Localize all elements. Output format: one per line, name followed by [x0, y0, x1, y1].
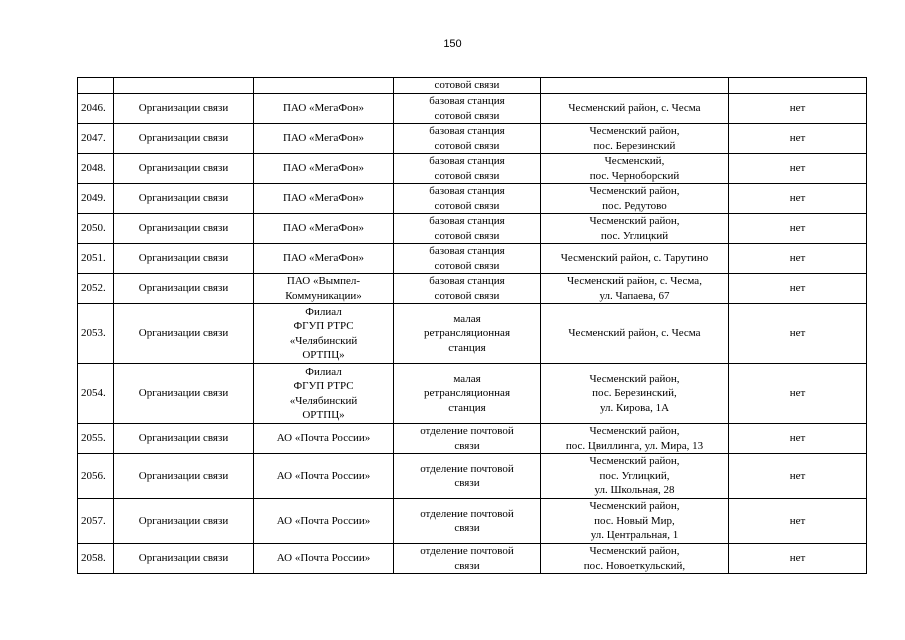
cell-category: Организации связи [114, 499, 254, 544]
table-row [78, 499, 867, 544]
cell-line: ФГУП РТРС [293, 380, 354, 392]
cell-line: пос. Углицкий [600, 229, 669, 242]
cell-organization [254, 544, 394, 574]
cell-line: Чесменский район, [589, 185, 680, 197]
table-row [78, 94, 867, 124]
cell-line: пос. Редутово [602, 199, 667, 212]
cell-line: Чесменский район, с. Чесма [568, 102, 701, 115]
cell-category: Организации связи [114, 154, 254, 184]
cell-line: ПАО «МегаФон» [282, 102, 365, 115]
cell-object-type [394, 154, 541, 184]
cell-number: 2049. [78, 184, 114, 214]
cell-line: сотовой связи [434, 289, 500, 302]
cell-line: базовая станция [429, 185, 505, 197]
cell-category: Организации связи [114, 184, 254, 214]
table-row [78, 244, 867, 274]
page-number: 150 [443, 38, 462, 50]
cell-line: сотовой связи [434, 79, 500, 92]
cell-organization [254, 124, 394, 154]
cell-organization [254, 304, 394, 364]
cell-object-type [394, 94, 541, 124]
cell-line: сотовой связи [434, 259, 500, 272]
cell-object-type [394, 244, 541, 274]
cell-number: 2052. [78, 274, 114, 304]
cell-line: связи [454, 477, 480, 489]
cell-line: пос. Березинский, [592, 387, 677, 400]
cell-number: 2047. [78, 124, 114, 154]
cell-line: ПАО «Вымпел- [286, 275, 361, 287]
cell-line: ПАО «МегаФон» [282, 162, 365, 175]
cell-number [78, 78, 114, 94]
cell-object-type [394, 274, 541, 304]
cell-line: базовая станция [429, 245, 505, 257]
cell-flag: нет [729, 94, 867, 124]
table-row [78, 274, 867, 304]
cell-object-type [394, 424, 541, 454]
cell-object-type [394, 214, 541, 244]
cell-line: ПАО «МегаФон» [282, 222, 365, 235]
cell-object-type [394, 499, 541, 544]
cell-category [114, 78, 254, 94]
cell-flag: нет [729, 214, 867, 244]
cell-line: отделение почтовой [420, 507, 514, 520]
cell-line: отделение почтовой [420, 545, 514, 557]
cell-address [541, 499, 729, 544]
cell-line: отделение почтовой [420, 462, 514, 475]
cell-number: 2046. [78, 94, 114, 124]
cell-address [541, 274, 729, 304]
table-row [78, 544, 867, 574]
cell-line: Чесменский район, [589, 215, 680, 227]
table-row [78, 214, 867, 244]
cell-line: Чесменский район, с. Чесма [568, 327, 701, 340]
cell-line: малая [453, 312, 481, 325]
cell-line: малая [453, 372, 481, 385]
cell-object-type [394, 304, 541, 364]
cell-line: ОРТПЦ» [302, 349, 345, 361]
cell-line: Чесменский район, с. Чесма, [567, 275, 702, 287]
cell-organization [254, 94, 394, 124]
cell-line: ПАО «МегаФон» [282, 252, 365, 265]
cell-flag: нет [729, 454, 867, 499]
cell-category: Организации связи [114, 124, 254, 154]
cell-address [541, 304, 729, 364]
cell-line: базовая станция [429, 215, 505, 227]
cell-line: сотовой связи [434, 139, 500, 152]
cell-number: 2051. [78, 244, 114, 274]
cell-flag: нет [729, 244, 867, 274]
cell-line: ретрансляционная [423, 327, 510, 340]
cell-category: Организации связи [114, 544, 254, 574]
cell-address [541, 364, 729, 424]
cell-flag: нет [729, 499, 867, 544]
cell-number: 2058. [78, 544, 114, 574]
cell-line: Чесменский район, [589, 500, 680, 513]
cell-flag: нет [729, 304, 867, 364]
cell-line: АО «Почта России» [276, 469, 371, 482]
cell-number: 2057. [78, 499, 114, 544]
cell-line: Чесменский, [604, 155, 665, 167]
cell-address [541, 94, 729, 124]
cell-category: Организации связи [114, 244, 254, 274]
table-row [78, 364, 867, 424]
cell-category: Организации связи [114, 214, 254, 244]
cell-line: пос. Березинский [593, 139, 676, 152]
cell-line: сотовой связи [434, 109, 500, 122]
cell-category: Организации связи [114, 274, 254, 304]
cell-address [541, 244, 729, 274]
registry-table [77, 77, 867, 574]
cell-line: Коммуникации» [285, 289, 362, 302]
cell-line: сотовой связи [434, 199, 500, 212]
cell-flag: нет [729, 364, 867, 424]
cell-line: сотовой связи [434, 169, 500, 182]
cell-address [541, 124, 729, 154]
cell-category: Организации связи [114, 424, 254, 454]
cell-object-type [394, 124, 541, 154]
cell-number: 2050. [78, 214, 114, 244]
table-row [78, 154, 867, 184]
cell-line: Чесменский район, [589, 545, 680, 557]
cell-line: Чесменский район, с. Тарутино [560, 252, 709, 265]
cell-number: 2055. [78, 424, 114, 454]
cell-line: Чесменский район, [589, 425, 680, 437]
cell-line: пос. Углицкий, [599, 469, 670, 482]
cell-organization [254, 454, 394, 499]
cell-category: Организации связи [114, 364, 254, 424]
cell-line: базовая станция [429, 125, 505, 137]
cell-line: ул. Чапаева, 67 [599, 289, 670, 302]
cell-organization [254, 244, 394, 274]
cell-address [541, 544, 729, 574]
table-row [78, 124, 867, 154]
cell-address [541, 184, 729, 214]
cell-line: станция [448, 341, 486, 354]
cell-category: Организации связи [114, 94, 254, 124]
cell-object-type [394, 78, 541, 94]
cell-line: ул. Кирова, 1А [599, 401, 670, 414]
cell-object-type [394, 364, 541, 424]
cell-line: Филиал [305, 305, 342, 318]
cell-number: 2053. [78, 304, 114, 364]
cell-line: станция [448, 401, 486, 414]
cell-line: ПАО «МегаФон» [282, 132, 365, 145]
cell-line: АО «Почта России» [276, 432, 371, 445]
registry-table-body [78, 78, 867, 574]
cell-line: Филиал [305, 365, 342, 378]
cell-category: Организации связи [114, 454, 254, 499]
cell-line: ретрансляционная [423, 387, 510, 400]
cell-line: Чесменский район, [589, 455, 680, 468]
cell-line: АО «Почта России» [276, 514, 371, 527]
cell-flag: нет [729, 424, 867, 454]
cell-flag: нет [729, 544, 867, 574]
cell-address [541, 78, 729, 94]
cell-address [541, 214, 729, 244]
cell-line: базовая станция [429, 155, 505, 167]
cell-line: базовая станция [429, 275, 505, 287]
cell-line: «Челябинский [289, 394, 358, 407]
table-row [78, 454, 867, 499]
cell-object-type [394, 184, 541, 214]
cell-flag: нет [729, 124, 867, 154]
cell-line: отделение почтовой [420, 425, 514, 437]
cell-flag: нет [729, 184, 867, 214]
cell-organization [254, 364, 394, 424]
table-row [78, 424, 867, 454]
cell-line: ОРТПЦ» [302, 409, 345, 421]
cell-line: связи [454, 559, 480, 572]
table-row [78, 304, 867, 364]
cell-line: связи [454, 439, 480, 452]
cell-number: 2054. [78, 364, 114, 424]
cell-organization [254, 78, 394, 94]
cell-address [541, 454, 729, 499]
cell-organization [254, 424, 394, 454]
cell-line: АО «Почта России» [276, 552, 371, 565]
cell-number: 2048. [78, 154, 114, 184]
continuation-row [78, 78, 867, 94]
cell-line: пос. Новоеткульский, [583, 559, 686, 572]
cell-line: сотовой связи [434, 229, 500, 242]
cell-organization [254, 499, 394, 544]
cell-line: ул. Школьная, 28 [594, 484, 675, 497]
cell-line: ПАО «МегаФон» [282, 192, 365, 205]
cell-line: «Челябинский [289, 334, 358, 347]
cell-line: базовая станция [429, 95, 505, 107]
cell-address [541, 154, 729, 184]
cell-line: пос. Черноборский [589, 169, 680, 182]
cell-line: связи [454, 522, 480, 534]
cell-object-type [394, 544, 541, 574]
cell-address [541, 424, 729, 454]
cell-number: 2056. [78, 454, 114, 499]
cell-line: ФГУП РТРС [293, 320, 354, 332]
cell-line: Чесменский район, [589, 125, 680, 137]
cell-organization [254, 274, 394, 304]
cell-line: Чесменский район, [589, 372, 680, 385]
cell-line: пос. Новый Мир, [594, 514, 675, 527]
table-row [78, 184, 867, 214]
cell-organization [254, 184, 394, 214]
cell-flag: нет [729, 154, 867, 184]
cell-flag: нет [729, 274, 867, 304]
cell-line: пос. Цвиллинга, ул. Мира, 13 [565, 439, 704, 452]
cell-line: ул. Центральная, 1 [590, 529, 679, 542]
cell-object-type [394, 454, 541, 499]
cell-organization [254, 154, 394, 184]
cell-category: Организации связи [114, 304, 254, 364]
cell-organization [254, 214, 394, 244]
cell-flag [729, 78, 867, 94]
